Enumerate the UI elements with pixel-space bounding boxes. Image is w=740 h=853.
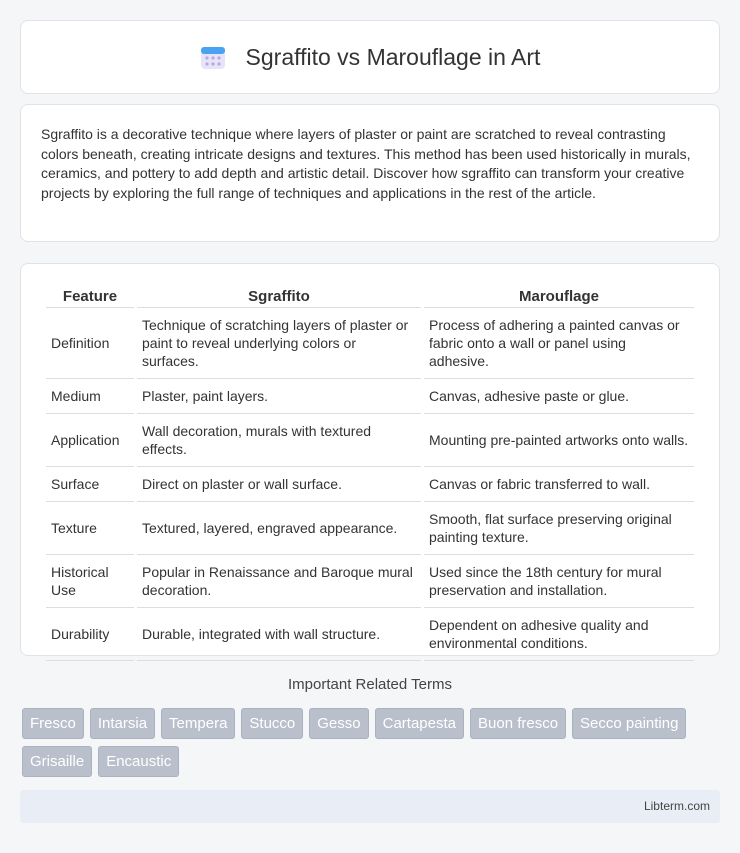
feature-cell: Texture — [46, 502, 134, 555]
table-row — [46, 379, 694, 414]
sgraffito-cell: Popular in Renaissance and Baroque mural decoration. — [137, 555, 421, 608]
header-card — [20, 20, 720, 94]
table-header-row — [46, 284, 694, 308]
footer-link[interactable]: Libterm.com — [643, 799, 710, 813]
marouflage-cell: Smooth, flat surface preserving original painting texture. — [424, 502, 694, 555]
table-row — [46, 414, 694, 467]
header-marouflage: Marouflage — [424, 284, 694, 308]
sgraffito-cell: Wall decoration, murals with textured effects. — [137, 414, 421, 467]
tag-fresco[interactable]: Fresco — [22, 708, 84, 739]
footer — [20, 790, 720, 823]
tag-intarsia[interactable]: Intarsia — [90, 708, 155, 739]
marouflage-cell: Dependent on adhesive quality and environmental conditions. — [424, 608, 694, 661]
tag-cartapesta[interactable]: Cartapesta — [375, 708, 464, 739]
tag-encaustic[interactable]: Encaustic — [98, 746, 179, 777]
intro-card — [20, 104, 720, 242]
marouflage-cell: Mounting pre-painted artworks onto walls. — [424, 414, 694, 467]
header-feature: Feature — [46, 284, 134, 308]
feature-cell: Durability — [46, 608, 134, 661]
marouflage-cell: Process of adhering a painted canvas or fabric onto a wall or panel using adhesive. — [424, 308, 694, 379]
tag-secco-painting[interactable]: Secco painting — [572, 708, 686, 739]
table-row — [46, 502, 694, 555]
calendar-icon — [200, 44, 226, 70]
tag-gesso[interactable]: Gesso — [309, 708, 368, 739]
table-row — [46, 555, 694, 608]
tag-stucco[interactable]: Stucco — [241, 708, 303, 739]
header-sgraffito: Sgraffito — [137, 284, 421, 308]
feature-cell: Historical Use — [46, 555, 134, 608]
sgraffito-cell: Durable, integrated with wall structure. — [137, 608, 421, 661]
intro-text: Sgraffito is a decorative technique where layers of plaster or paint are scratched to reveal contrasting colors beneath, creating intricate designs and textures. This method has been used historically in murals, ceramics, and pottery to add depth and artistic detail. Discover how sgraffito can transform your creative projects by exploring the full range of techniques and applications in the rest of the article. — [41, 126, 691, 201]
related-terms-list — [22, 708, 722, 777]
feature-cell: Definition — [46, 308, 134, 379]
tag-buon-fresco[interactable]: Buon fresco — [470, 708, 566, 739]
page-title: Sgraffito vs Marouflage in Art — [245, 43, 541, 70]
feature-cell: Medium — [46, 379, 134, 414]
sgraffito-cell: Direct on plaster or wall surface. — [137, 467, 421, 502]
sgraffito-cell: Technique of scratching layers of plaster or paint to reveal underlying colors or surfaces. — [137, 308, 421, 379]
marouflage-cell: Canvas, adhesive paste or glue. — [424, 379, 694, 414]
feature-cell: Application — [46, 414, 134, 467]
sgraffito-cell: Plaster, paint layers. — [137, 379, 421, 414]
sgraffito-cell: Textured, layered, engraved appearance. — [137, 502, 421, 555]
related-terms-title: Important Related Terms — [288, 676, 452, 693]
tag-grisaille[interactable]: Grisaille — [22, 746, 92, 777]
table-row — [46, 467, 694, 502]
comparison-card — [20, 263, 720, 656]
marouflage-cell: Used since the 18th century for mural preservation and installation. — [424, 555, 694, 608]
table-row — [46, 308, 694, 379]
tag-tempera[interactable]: Tempera — [161, 708, 235, 739]
table-row — [46, 608, 694, 661]
comparison-table — [43, 284, 697, 661]
marouflage-cell: Canvas or fabric transferred to wall. — [424, 467, 694, 502]
feature-cell: Surface — [46, 467, 134, 502]
